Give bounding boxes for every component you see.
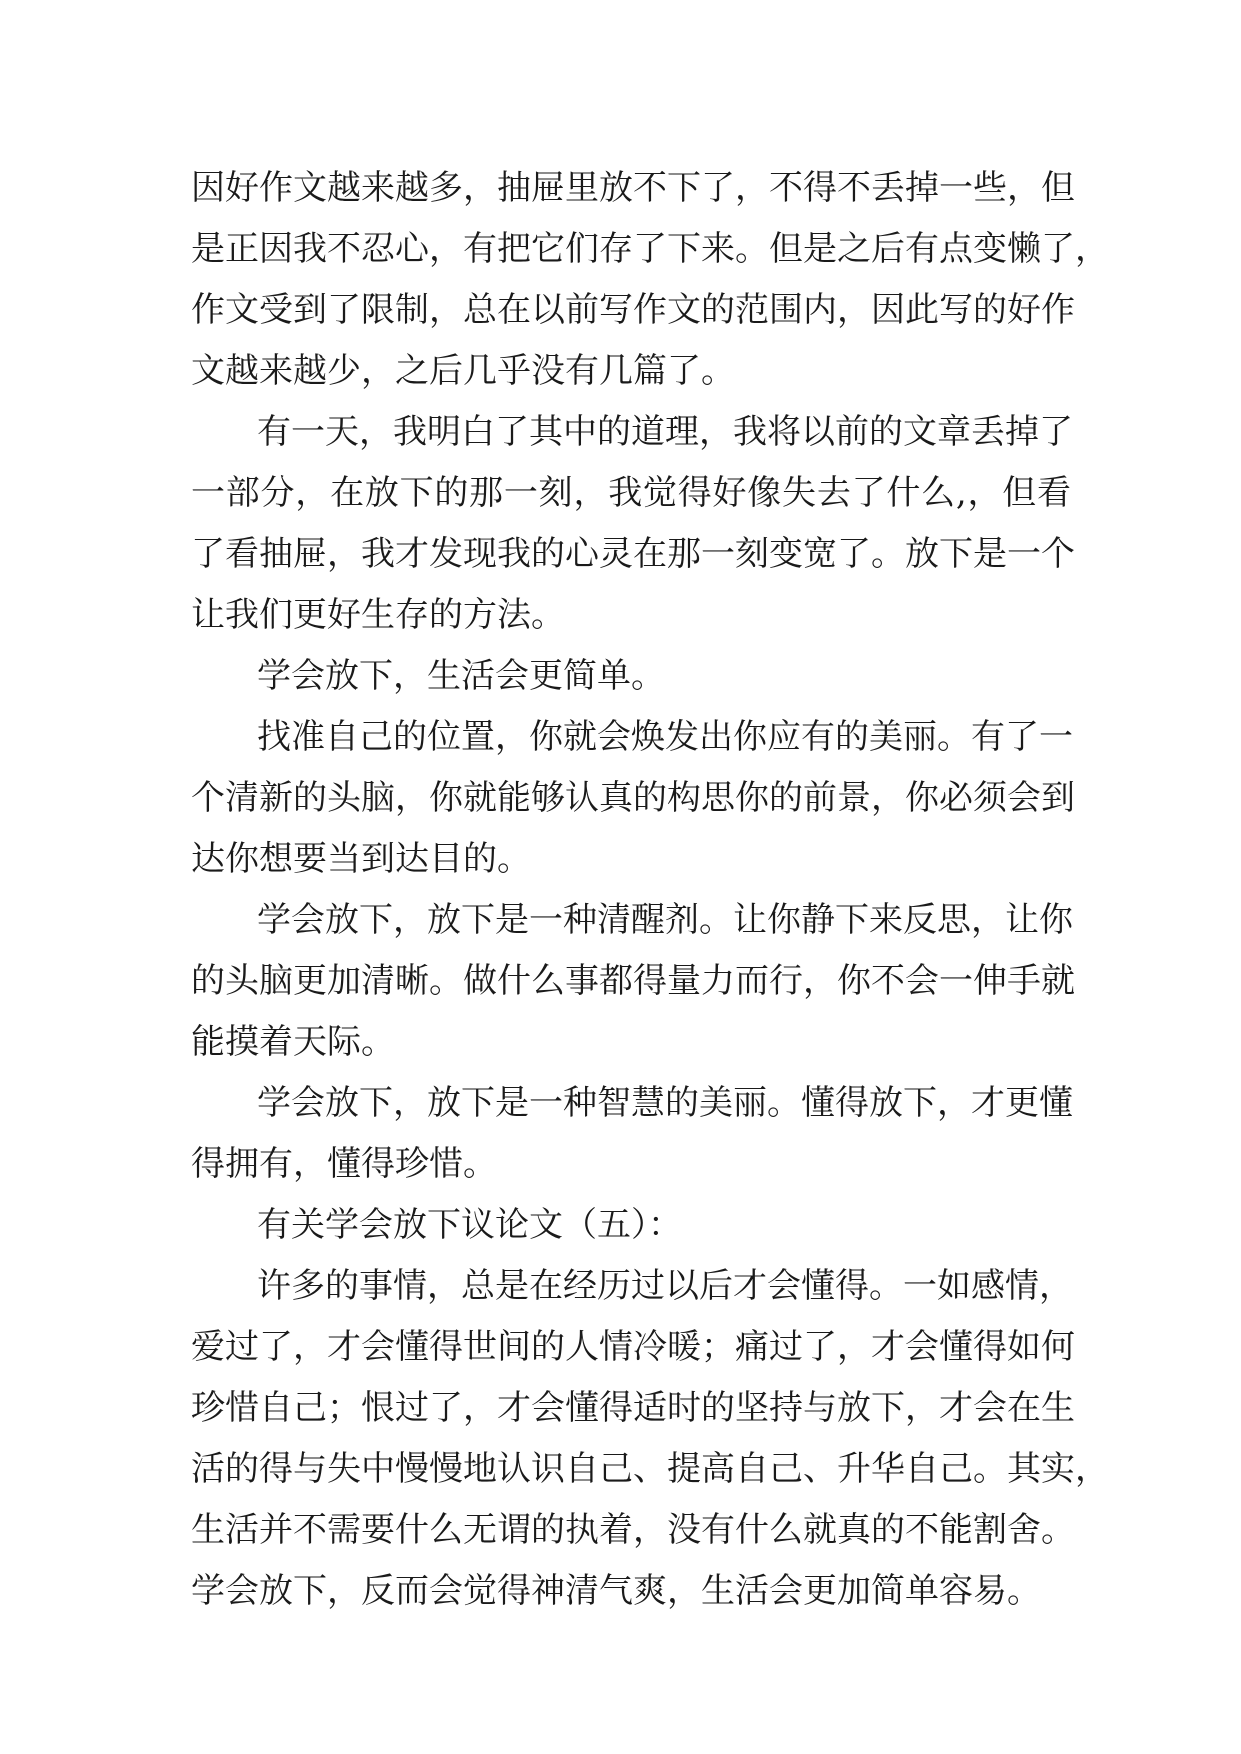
text-line: 生活并不需要什么无谓的执着，没有什么就真的不能割舍。 xyxy=(191,1510,1075,1550)
text-line: 达你想要当到达目的。 xyxy=(191,839,531,879)
text-line: 爱过了，才会懂得世间的人情冷暖；痛过了，才会懂得如何 xyxy=(191,1327,1075,1367)
text-line: 有一天，我明白了其中的道理，我将以前的文章丢掉了 xyxy=(257,412,1073,452)
text-line: 学会放下，放下是一种智慧的美丽。懂得放下，才更懂 xyxy=(257,1083,1073,1123)
text-line: 一部分，在放下的那一刻，我觉得好像失去了什么,，但看 xyxy=(191,473,1071,513)
text-line: 文越来越少，之后几乎没有几篇了。 xyxy=(191,351,735,391)
text-line: 能摸着天际。 xyxy=(191,1022,395,1062)
text-line: 找准自己的位置，你就会焕发出你应有的美丽。有了一 xyxy=(257,717,1073,757)
text-line: 学会放下，放下是一种清醒剂。让你静下来反思，让你 xyxy=(257,900,1073,940)
text-line: 学会放下，反而会觉得神清气爽，生活会更加简单容易。 xyxy=(191,1571,1041,1611)
body-text xyxy=(191,158,1109,1622)
text-line: 个清新的头脑，你就能够认真的构思你的前景，你必须会到 xyxy=(191,778,1075,818)
text-line: 得拥有，懂得珍惜。 xyxy=(191,1144,497,1184)
text-line: 了看抽屉，我才发现我的心灵在那一刻变宽了。放下是一个 xyxy=(191,534,1075,574)
text-line: 让我们更好生存的方法。 xyxy=(191,595,565,635)
text-line: 许多的事情，总是在经历过以后才会懂得。一如感情， xyxy=(257,1266,1073,1306)
text-line: 有关学会放下议论文（五）： xyxy=(257,1205,682,1245)
text-line: 因好作文越来越多，抽屉里放不下了，不得不丢掉一些，但 xyxy=(191,168,1075,208)
text-line: 活的得与失中慢慢地认识自己、提高自己、升华自己。其实， xyxy=(191,1449,1109,1489)
text-line: 的头脑更加清晰。做什么事都得量力而行，你不会一伸手就 xyxy=(191,961,1075,1001)
text-line: 珍惜自己；恨过了，才会懂得适时的坚持与放下，才会在生 xyxy=(191,1388,1075,1428)
text-line: 学会放下，生活会更简单。 xyxy=(257,656,665,696)
text-line: 是正因我不忍心，有把它们存了下来。但是之后有点变懒了， xyxy=(191,229,1109,269)
text-line: 作文受到了限制，总在以前写作文的范围内，因此写的好作 xyxy=(191,290,1075,330)
